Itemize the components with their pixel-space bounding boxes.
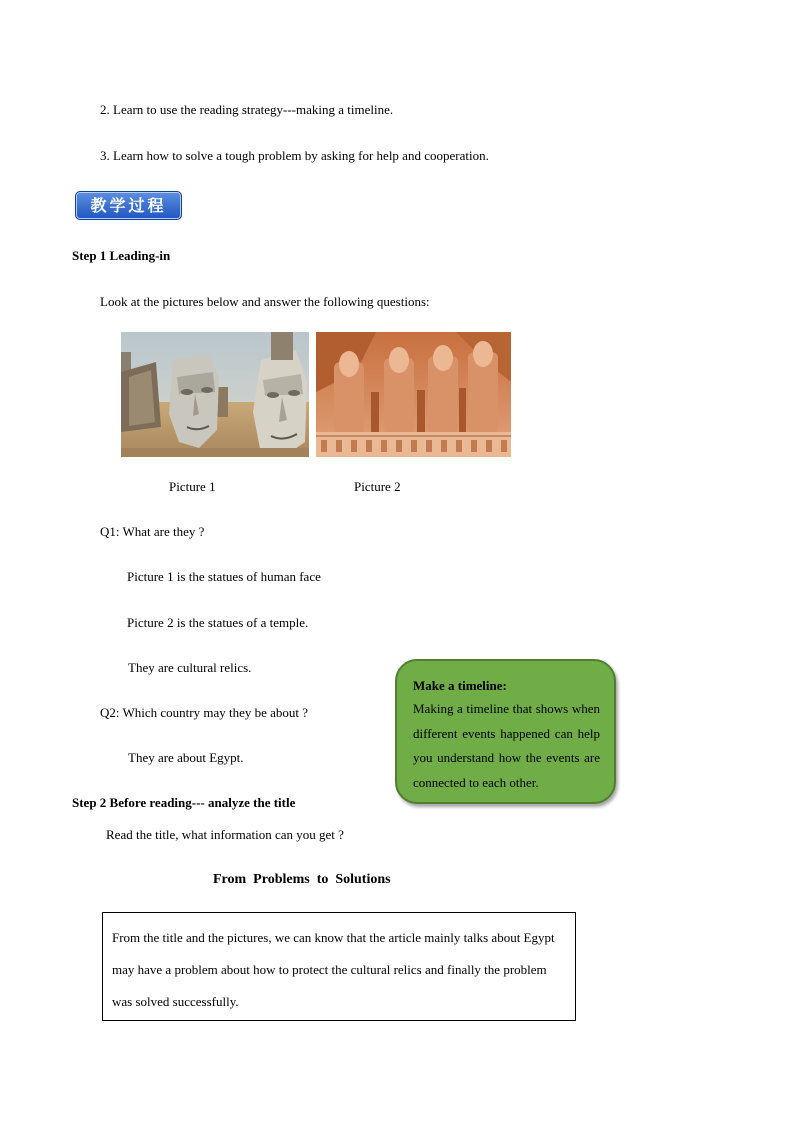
picture-2-temple-statues [316,332,511,457]
picture-1-caption: Picture 1 [169,479,216,494]
picture-1-statue-faces [121,332,309,457]
step1-heading: Step 1 Leading-in [72,248,171,263]
answer-1-line-1: Picture 1 is the statues of human face [127,569,321,584]
article-title: From Problems to Solutions [213,872,391,887]
answer-1-line-3: They are cultural relics. [128,660,252,675]
objective-2: 2. Learn to use the reading strategy---making a timeline. [100,102,394,117]
timeline-tip-callout [395,659,616,804]
picture-2-caption: Picture 2 [354,479,401,494]
step2-heading: Step 2 Before reading--- analyze the title [72,795,296,810]
callout-body: Making a timeline that shows when different events happened can help you understand how the events are connected to each other. [413,701,600,790]
question-2: Q2: Which country may they be about ? [100,705,309,720]
answer-1-line-2: Picture 2 is the statues of a temple. [127,615,309,630]
step1-instruction: Look at the pictures below and answer the following questions: [100,294,430,309]
answer-2: They are about Egypt. [128,750,244,765]
section-badge: 教学过程 [75,191,182,220]
title-analysis-answer-box [102,912,576,1021]
title-analysis-answer: From the title and the pictures, we can know that the article mainly talks about Egypt may have a problem about how to protect the cultural relics and finally the problem was solved successfully. [112,930,555,1009]
question-1: Q1: What are they ? [100,524,205,539]
objective-3: 3. Learn how to solve a tough problem by asking for help and cooperation. [100,148,489,163]
callout-title: Make a timeline: [413,678,507,693]
step2-question: Read the title, what information can you get ? [106,827,344,842]
